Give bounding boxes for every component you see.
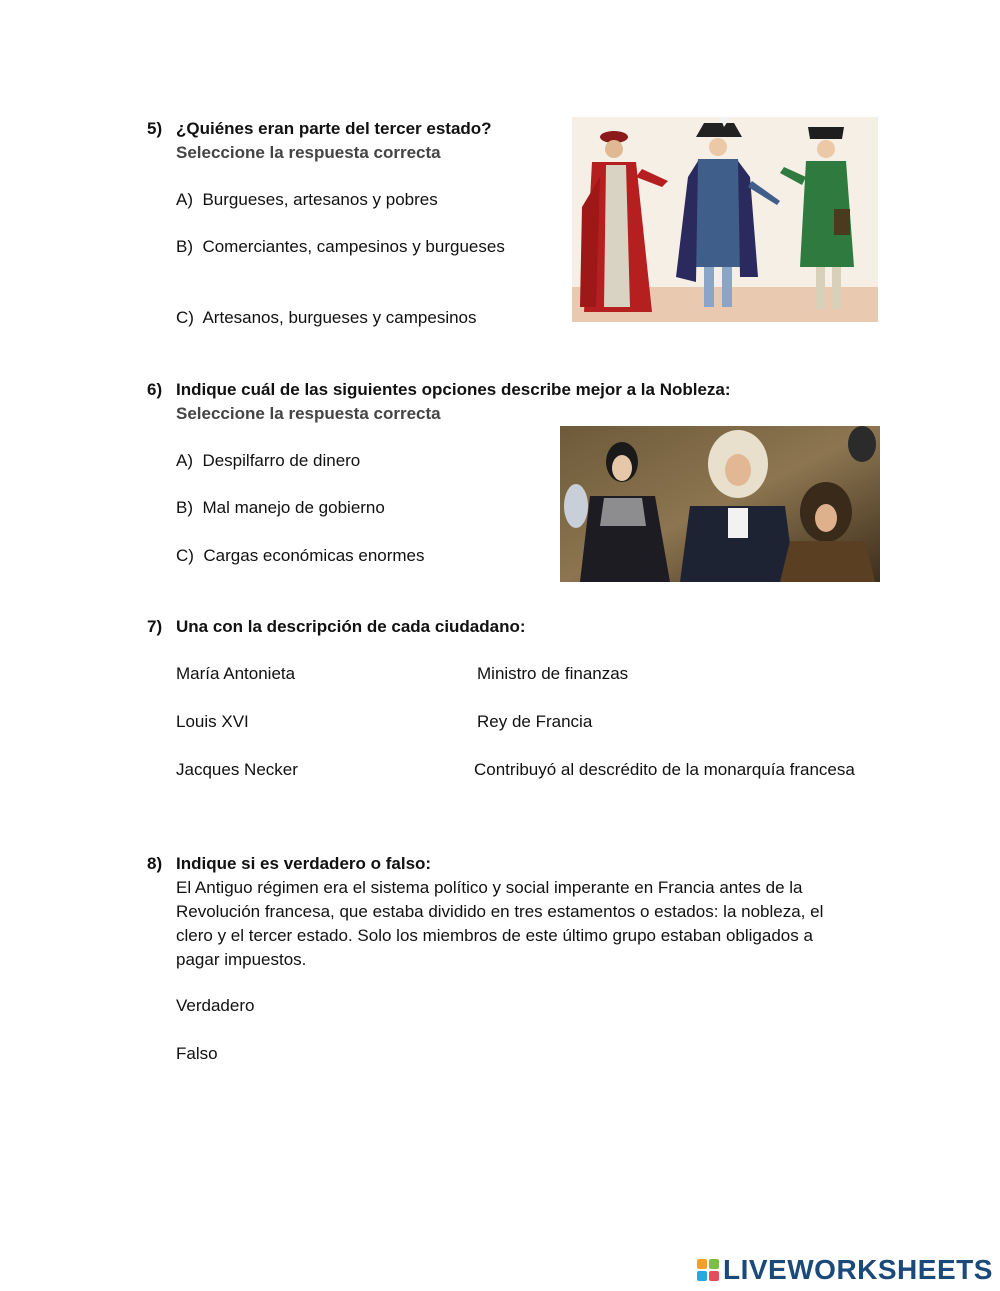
option-text: Burgueses, artesanos y pobres <box>202 190 438 209</box>
option-text: Artesanos, burgueses y campesinos <box>202 308 477 327</box>
q5-option-b[interactable] <box>176 237 505 257</box>
match-right-3[interactable]: Contribuyó al descrédito de la monarquía francesa <box>474 760 855 779</box>
statement-line: Revolución francesa, que estaba dividido en tres estamentos o estados: la nobleza, el <box>176 902 824 921</box>
true-option[interactable]: Verdadero <box>176 996 255 1015</box>
false-option[interactable]: Falso <box>176 1044 218 1063</box>
option-text: Cargas económicas enormes <box>203 546 425 565</box>
nobility-painting <box>560 426 880 582</box>
q8-title: Indique si es verdadero o falso: <box>176 854 432 873</box>
q6-option-b[interactable] <box>176 498 385 518</box>
q6-option-c[interactable] <box>176 546 425 566</box>
q6-title: Indique cuál de las siguientes opciones describe mejor a la Nobleza: <box>176 380 731 399</box>
option-letter: C) <box>176 546 194 565</box>
option-letter: C) <box>176 308 194 327</box>
option-text: Comerciantes, campesinos y burgueses <box>202 237 505 256</box>
statement-line: pagar impuestos. <box>176 950 307 969</box>
match-right-2[interactable]: Rey de Francia <box>477 712 593 731</box>
three-estates-illustration <box>572 117 878 322</box>
option-text: Mal manejo de gobierno <box>202 498 385 517</box>
match-right-1[interactable]: Ministro de finanzas <box>477 664 629 683</box>
q7-title: Una con la descripción de cada ciudadano: <box>176 617 526 636</box>
statement-line: El Antiguo régimen era el sistema político y social imperante en Francia antes de la <box>176 878 803 897</box>
option-letter: B) <box>176 498 193 517</box>
q8-number: 8) <box>147 854 163 873</box>
q6-number: 6) <box>147 380 163 399</box>
q6-subtitle: Seleccione la respuesta correcta <box>176 404 441 423</box>
statement-line: clero y el tercer estado. Solo los miembros de este último grupo estaban obligados a <box>176 926 813 945</box>
option-letter: A) <box>176 190 193 209</box>
q5-title: ¿Quiénes eran parte del tercer estado? <box>176 119 492 138</box>
q5-number: 5) <box>147 119 163 138</box>
logo-text: LIVEWORKSHEETS <box>723 1254 993 1285</box>
option-letter: B) <box>176 237 193 256</box>
logo-mark-icon <box>697 1259 719 1281</box>
option-letter: A) <box>176 451 193 470</box>
q5-option-c[interactable] <box>176 308 477 328</box>
match-left-1[interactable]: María Antonieta <box>176 664 296 683</box>
q5-option-a[interactable] <box>176 190 438 210</box>
q6-option-a[interactable] <box>176 451 360 471</box>
q5-subtitle: Seleccione la respuesta correcta <box>176 143 441 162</box>
match-left-2[interactable]: Louis XVI <box>176 712 249 731</box>
q8-statement <box>176 876 876 972</box>
q7-number: 7) <box>147 617 163 636</box>
liveworksheets-logo[interactable] <box>697 1254 993 1286</box>
option-text: Despilfarro de dinero <box>202 451 361 470</box>
match-left-3[interactable]: Jacques Necker <box>176 760 298 779</box>
